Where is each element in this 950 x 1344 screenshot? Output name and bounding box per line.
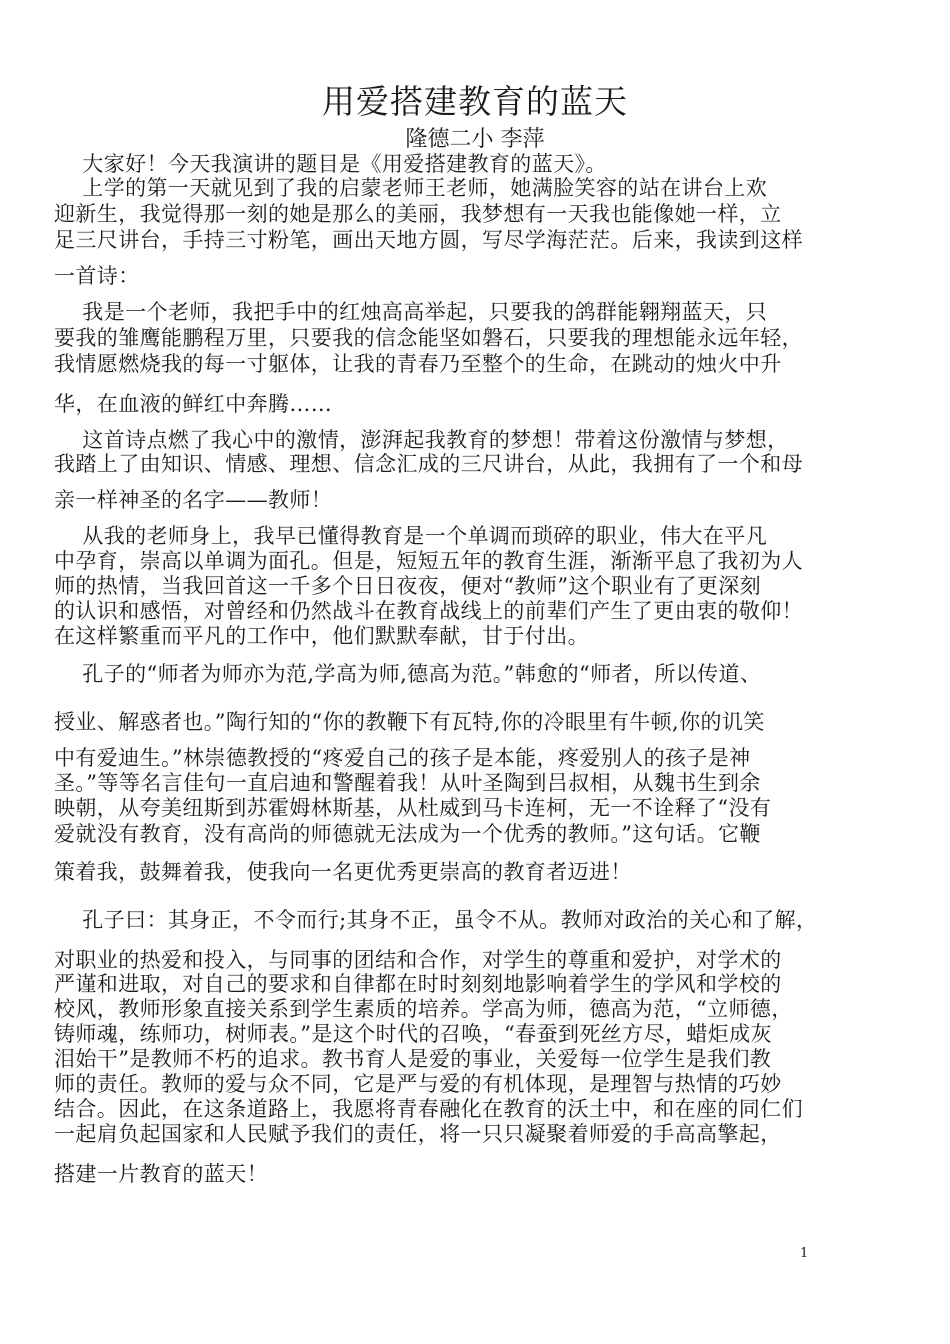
text-line: 映朝，从夸美纽斯到苏霍姆林斯基，从杜威到马卡连柯，无一不诠释了“没有 <box>54 796 772 820</box>
text-line: 师的责任。教师的爱与众不同，它是严与爱的有机体现，是理智与热情的巧妙 <box>54 1072 782 1096</box>
text-line: 一首诗： <box>54 264 140 288</box>
text-line: 上学的第一天就见到了我的启蒙老师王老师，她满脸笑容的站在讲台上欢 <box>54 176 768 200</box>
text-line: 在这样繁重而平凡的工作中，他们默默奉献，甘于付出。 <box>54 624 589 648</box>
text-line: 圣。”等等名言佳句一直启迪和警醒着我！从叶圣陶到吕叔相，从魏书生到余 <box>54 771 761 795</box>
text-line: 策着我，鼓舞着我，使我向一名更优秀更崇高的教育者迈进！ <box>54 860 632 884</box>
text-line: 对职业的热爱和投入，与同事的团结和合作，对学生的尊重和爱护，对学术的 <box>54 948 782 972</box>
text-line: 爱就没有教育，没有高尚的师德就无法成为一个优秀的教师。”这句话。它鞭 <box>54 822 761 846</box>
text-line: 从我的老师身上，我早已懂得教育是一个单调而琐碎的职业，伟大在平凡 <box>54 524 768 548</box>
text-line: 中孕育，崇高以单调为面孔。但是，短短五年的教育生涯，渐渐平息了我初为人 <box>54 549 803 573</box>
text-line: 大家好！今天我演讲的题目是《用爱搭建教育的蓝天》。 <box>54 152 607 176</box>
text-line: 孔子曰：其身正，不令而行;其身不正，虽令不从。教师对政治的关心和了解， <box>54 908 818 932</box>
text-line: 要我的雏鹰能鹏程万里，只要我的信念能坚如磐石，只要我的理想能永远年轻， <box>54 326 803 350</box>
text-line: 华，在血液的鲜红中奔腾…… <box>54 392 333 416</box>
text-line: 校风，教师形象直接关系到学生素质的培养。学高为师，德高为范，“立师德， <box>54 997 793 1021</box>
page-number: 1 <box>800 1246 809 1261</box>
text-line: 师的热情，当我回首这一千多个日日夜夜，便对“教师”这个职业有了更深刻 <box>54 574 762 598</box>
document-title: 用爱搭建教育的蓝天 <box>322 82 628 121</box>
document-subtitle: 隆德二小 李萍 <box>405 127 545 152</box>
text-line: 铸师魂，练师功，树师表。”是这个时代的召唤，“春蚕到死丝方尽，蜡炬成灰 <box>54 1022 772 1046</box>
text-line: 孔子的“师者为师亦为范,学高为师,德高为范。”韩愈的“师者，所以传道、 <box>54 662 762 686</box>
text-line: 这首诗点燃了我心中的激情，澎湃起我教育的梦想！带着这份激情与梦想， <box>54 428 789 452</box>
text-line: 足三尺讲台，手持三寸粉笔，画出天地方圆，写尽学海茫茫。后来，我读到这样 <box>54 228 803 252</box>
text-line: 我踏上了由知识、情感、理想、信念汇成的三尺讲台，从此，我拥有了一个和母 <box>54 452 803 476</box>
text-line: 我是一个老师，我把手中的红烛高高举起，只要我的鸽群能翱翔蓝天，只 <box>54 300 768 324</box>
text-line: 结合。因此，在这条道路上，我愿将青春融化在教育的沃土中，和在座的同仁们 <box>54 1097 803 1121</box>
text-line: 搭建一片教育的蓝天！ <box>54 1162 268 1186</box>
text-line: 的认识和感悟，对曾经和仍然战斗在教育战线上的前辈们产生了更由衷的敬仰！ <box>54 599 803 623</box>
text-line: 迎新生，我觉得那一刻的她是那么的美丽，我梦想有一天我也能像她一样，立 <box>54 202 782 226</box>
text-line: 我情愿燃烧我的每一寸躯体，让我的青春乃至整个的生命，在跳动的烛火中升 <box>54 352 782 376</box>
text-line: 授业、解惑者也。”陶行知的“你的教鞭下有瓦特,你的冷眼里有牛顿,你的讥笑 <box>54 710 765 734</box>
text-line: 一起肩负起国家和人民赋予我们的责任，将一只只凝聚着师爱的手高高擎起， <box>54 1122 782 1146</box>
text-line: 泪始干”是教师不朽的追求。教书育人是爱的事业，关爱每一位学生是我们教 <box>54 1047 772 1071</box>
text-line: 亲一样神圣的名字——教师！ <box>54 488 333 512</box>
text-line: 中有爱迪生。”林崇德教授的“疼爱自己的孩子是本能，疼爱别人的孩子是神 <box>54 746 751 770</box>
text-line: 严谨和进取，对自己的要求和自律都在时时刻刻地影响着学生的学风和学校的 <box>54 972 782 996</box>
